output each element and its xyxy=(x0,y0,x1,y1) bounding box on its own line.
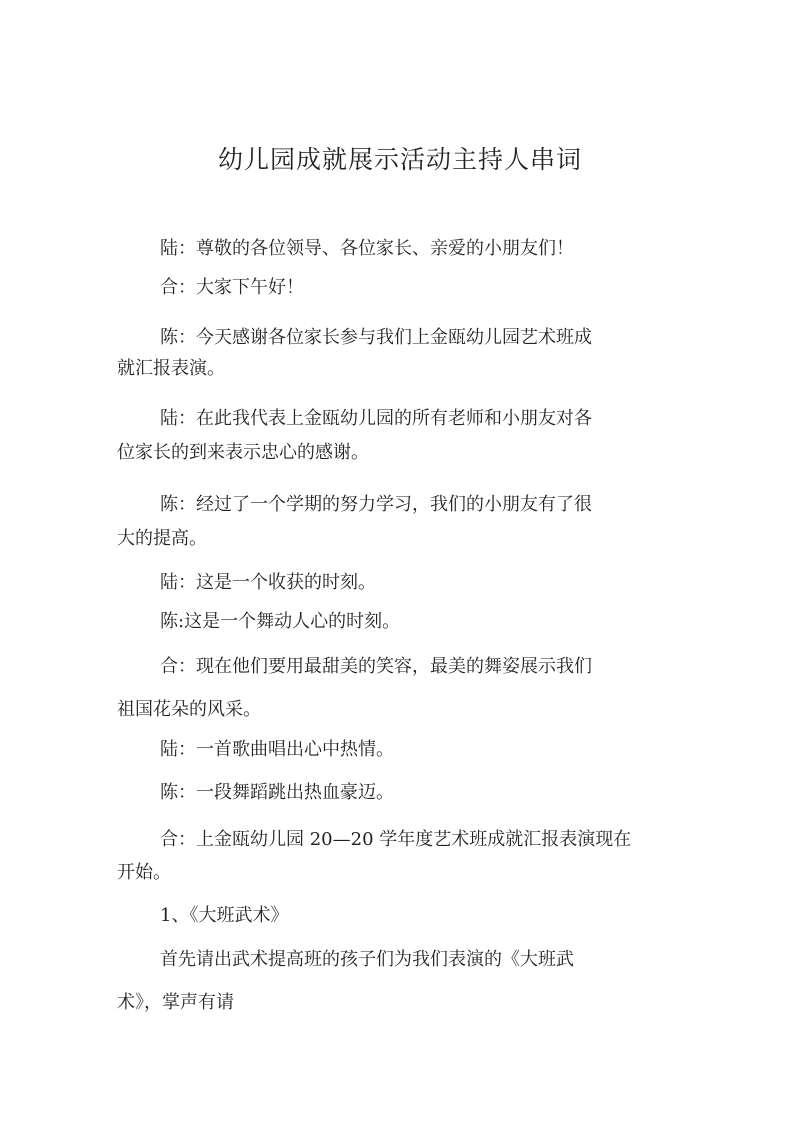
dialogue-line: 合：大家下午好！ xyxy=(160,277,304,298)
dialogue-line-continuation: 大的提高。 xyxy=(117,528,207,549)
dialogue-line: 陈：今天感谢各位家长参与我们上金瓯幼儿园艺术班成 xyxy=(160,327,592,348)
dialogue-line: 陆：这是一个收获的时刻。 xyxy=(160,572,376,593)
dialogue-line: 合：现在他们要用最甜美的笑容，最美的舞姿展示我们 xyxy=(160,656,592,677)
dialogue-line: 陆：尊敬的各位领导、各位家长、亲爱的小朋友们！ xyxy=(160,238,574,259)
document-title: 幼儿园成就展示活动主持人串词 xyxy=(217,145,582,174)
dialogue-line-continuation: 位家长的到来表示忠心的感谢。 xyxy=(117,442,369,463)
dialogue-line-continuation: 就汇报表演。 xyxy=(117,358,225,379)
program-item-heading: 1、《大班武术》 xyxy=(160,905,289,926)
dialogue-line-continuation: 开始。 xyxy=(117,862,171,883)
dialogue-line: 合：上金瓯幼儿园 20—20 学年度艺术班成就汇报表演现在 xyxy=(160,829,632,850)
dialogue-line: 陈：一段舞蹈跳出热血豪迈。 xyxy=(160,782,394,803)
dialogue-line-continuation: 祖国花朵的风采。 xyxy=(117,699,261,720)
dialogue-line-continuation: 术》，掌声有请 xyxy=(117,992,234,1013)
dialogue-line: 陆：在此我代表上金瓯幼儿园的所有老师和小朋友对各 xyxy=(160,408,592,429)
dialogue-line: 首先请出武术提高班的孩子们为我们表演的《大班武 xyxy=(160,949,574,970)
dialogue-line: 陈:这是一个舞动人心的时刻。 xyxy=(160,611,401,632)
dialogue-line: 陈：经过了一个学期的努力学习，我们的小朋友有了很 xyxy=(160,494,592,515)
dialogue-line: 陆：一首歌曲唱出心中热情。 xyxy=(160,739,394,760)
